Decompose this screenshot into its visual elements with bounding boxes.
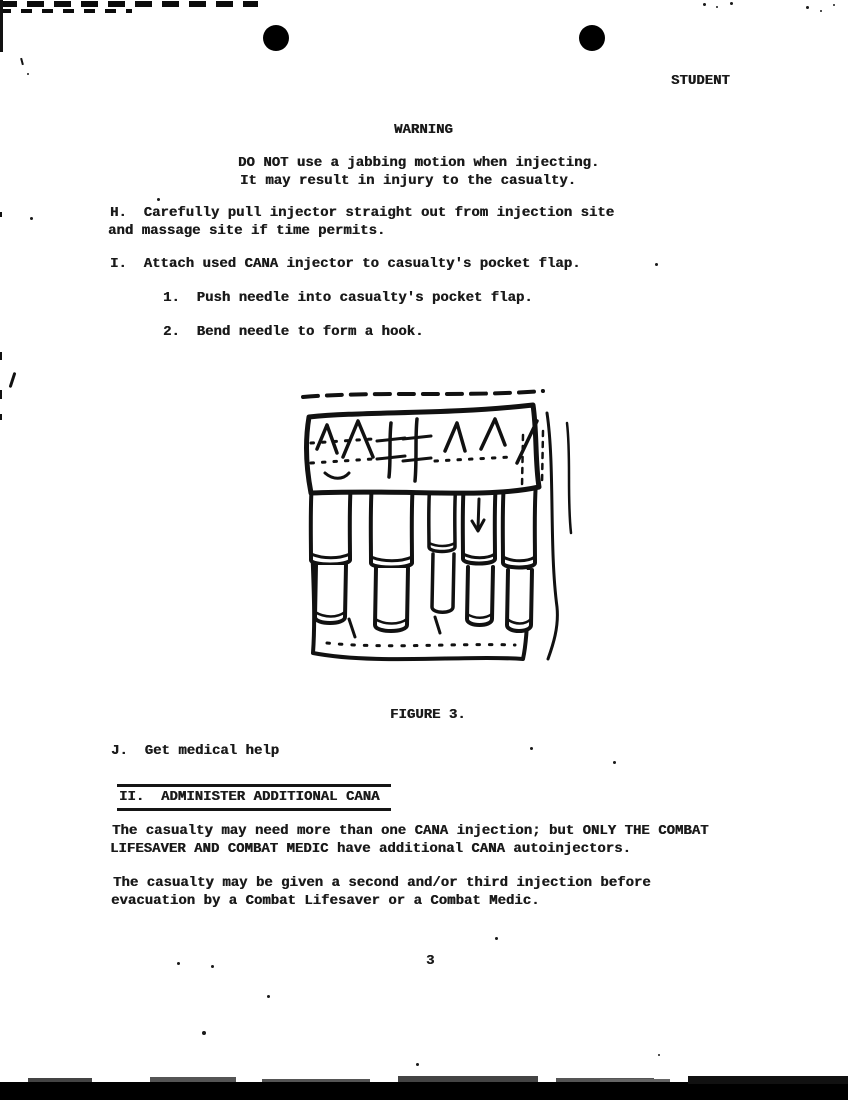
- step-h-line-2: and massage site if time permits.: [108, 223, 386, 239]
- section-ii-heading: II. ADMINISTER ADDITIONAL CANA: [117, 784, 391, 811]
- section-ii-para1-line2: LIFESAVER AND COMBAT MEDIC have additional CANA autoinjectors.: [110, 841, 631, 857]
- step-i-sub-1: 1. Push needle into casualty's pocket flap.: [163, 290, 533, 306]
- bottom-scan-bar-fringe: [28, 1078, 92, 1082]
- bottom-scan-bar-fringe: [262, 1079, 370, 1082]
- ink-speck: [613, 761, 616, 764]
- ink-speck: [530, 747, 533, 750]
- top-edge-dash-artifact: [0, 9, 132, 13]
- bottom-scan-bar-fringe: [600, 1079, 670, 1082]
- step-i-sub-2: 2. Bend needle to form a hook.: [163, 324, 424, 340]
- hole-punch-left: [263, 25, 289, 51]
- warning-line-1: DO NOT use a jabbing motion when injecting.: [238, 155, 600, 171]
- step-j: J. Get medical help: [111, 743, 280, 759]
- ink-speck: [806, 6, 809, 9]
- ink-speck: [267, 995, 270, 998]
- ink-speck: [177, 962, 180, 965]
- ink-speck: [730, 2, 733, 5]
- pouch-sketch-drawing: [285, 387, 577, 679]
- bottom-scan-bar-edge: [688, 1076, 848, 1084]
- step-h-line-1: H. Carefully pull injector straight out from injection site: [110, 205, 615, 221]
- ink-speck: [20, 58, 24, 65]
- ink-speck: [416, 1063, 419, 1066]
- header-student-label: STUDENT: [671, 73, 730, 89]
- left-edge-artifact: [0, 212, 2, 217]
- cana-pouch-figure: [285, 387, 577, 679]
- slash-artifact: [9, 372, 17, 388]
- warning-line-2: It may result in injury to the casualty.: [240, 173, 577, 189]
- section-ii-para2-line2: evacuation by a Combat Lifesaver or a Combat Medic.: [111, 893, 540, 909]
- ink-speck: [716, 6, 718, 8]
- ink-speck: [30, 217, 33, 220]
- warning-title: WARNING: [394, 122, 453, 138]
- bottom-scan-bar-fringe: [398, 1076, 538, 1082]
- top-edge-dash-artifact: [0, 1, 258, 7]
- hole-punch-right: [579, 25, 605, 51]
- ink-speck: [655, 263, 658, 266]
- ink-speck: [703, 3, 706, 6]
- left-edge-artifact: [0, 414, 2, 420]
- left-edge-artifact: [0, 390, 2, 399]
- section-ii-para1-line1: The casualty may need more than one CANA injection; but ONLY THE COMBAT: [112, 823, 709, 839]
- bottom-scan-bar: [0, 1082, 848, 1100]
- ink-speck: [202, 1031, 206, 1035]
- left-edge-artifact: [0, 0, 3, 52]
- ink-speck: [658, 1054, 660, 1056]
- ink-speck: [27, 73, 29, 75]
- ink-speck: [157, 198, 160, 201]
- bottom-scan-bar-fringe: [150, 1077, 236, 1082]
- ink-speck: [211, 965, 214, 968]
- section-ii-para2-line1: The casualty may be given a second and/or third injection before: [113, 875, 651, 891]
- step-i: I. Attach used CANA injector to casualty's pocket flap.: [110, 256, 581, 272]
- ink-speck: [495, 937, 498, 940]
- left-edge-artifact: [0, 352, 2, 360]
- page-number: 3: [426, 953, 435, 969]
- ink-speck: [833, 4, 835, 6]
- ink-speck: [820, 10, 822, 12]
- figure-caption: FIGURE 3.: [390, 707, 466, 723]
